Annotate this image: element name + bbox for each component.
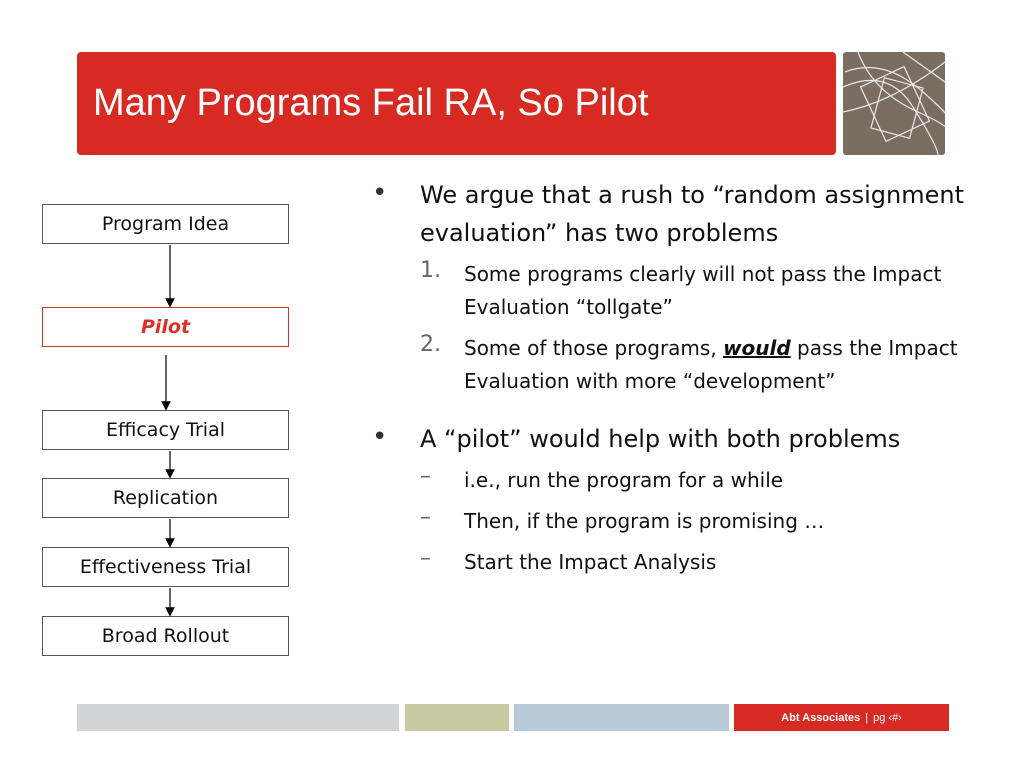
bullet-dot-icon: • — [372, 422, 388, 452]
bullet-dot-icon: • — [372, 178, 388, 208]
page-title: Many Programs Fail RA, So Pilot — [93, 82, 649, 124]
sub-text-pre: Some of those programs, — [464, 336, 724, 360]
footer-brand — [734, 704, 949, 731]
footer-bar-olive — [405, 704, 509, 731]
bullet-text: We argue that a rush to “random assignment evaluation” has two problems — [420, 181, 964, 247]
sub-text-emphasis: would — [723, 336, 791, 360]
sub-text: i.e., run the program for a while — [464, 468, 784, 492]
sub-marker: 2. — [420, 332, 441, 357]
flow-step-broad-rollout: Broad Rollout — [42, 616, 289, 656]
bullet-item — [372, 420, 1012, 458]
flow-step-replication: Replication — [42, 478, 289, 518]
sub-item — [372, 505, 1012, 538]
sub-text: Some programs clearly will not pass the Impact Evaluation “tollgate” — [464, 262, 942, 319]
dash-icon: – — [420, 546, 431, 571]
sub-item — [372, 464, 1012, 497]
flow-step-effectiveness-trial: Effectiveness Trial — [42, 547, 289, 587]
sub-text — [464, 332, 1012, 398]
sub-item — [372, 332, 1012, 398]
footer-bar-gray — [77, 704, 399, 731]
flow-step-efficacy-trial: Efficacy Trial — [42, 410, 289, 450]
sub-text: Start the Impact Analysis — [464, 550, 717, 574]
footer-bar-blue — [514, 704, 729, 731]
flow-step-program-idea: Program Idea — [42, 204, 289, 244]
bullet-content — [372, 176, 1012, 579]
brand-name: Abt Associates — [781, 711, 861, 724]
sub-item — [372, 258, 1012, 324]
footer-separator: | — [865, 711, 869, 724]
dash-icon: – — [420, 505, 431, 530]
sub-marker: 1. — [420, 258, 441, 283]
page-number: pg ‹#› — [873, 711, 902, 724]
flow-step-pilot: Pilot — [42, 307, 289, 347]
bullet-item — [372, 176, 1012, 252]
sub-text: Then, if the program is promising … — [464, 509, 825, 533]
sub-item — [372, 546, 1012, 579]
sub-text-post: pass the Impact Evaluation with more “development” — [464, 336, 958, 393]
bullet-text: A “pilot” would help with both problems — [420, 425, 901, 453]
dash-icon: – — [420, 464, 431, 489]
